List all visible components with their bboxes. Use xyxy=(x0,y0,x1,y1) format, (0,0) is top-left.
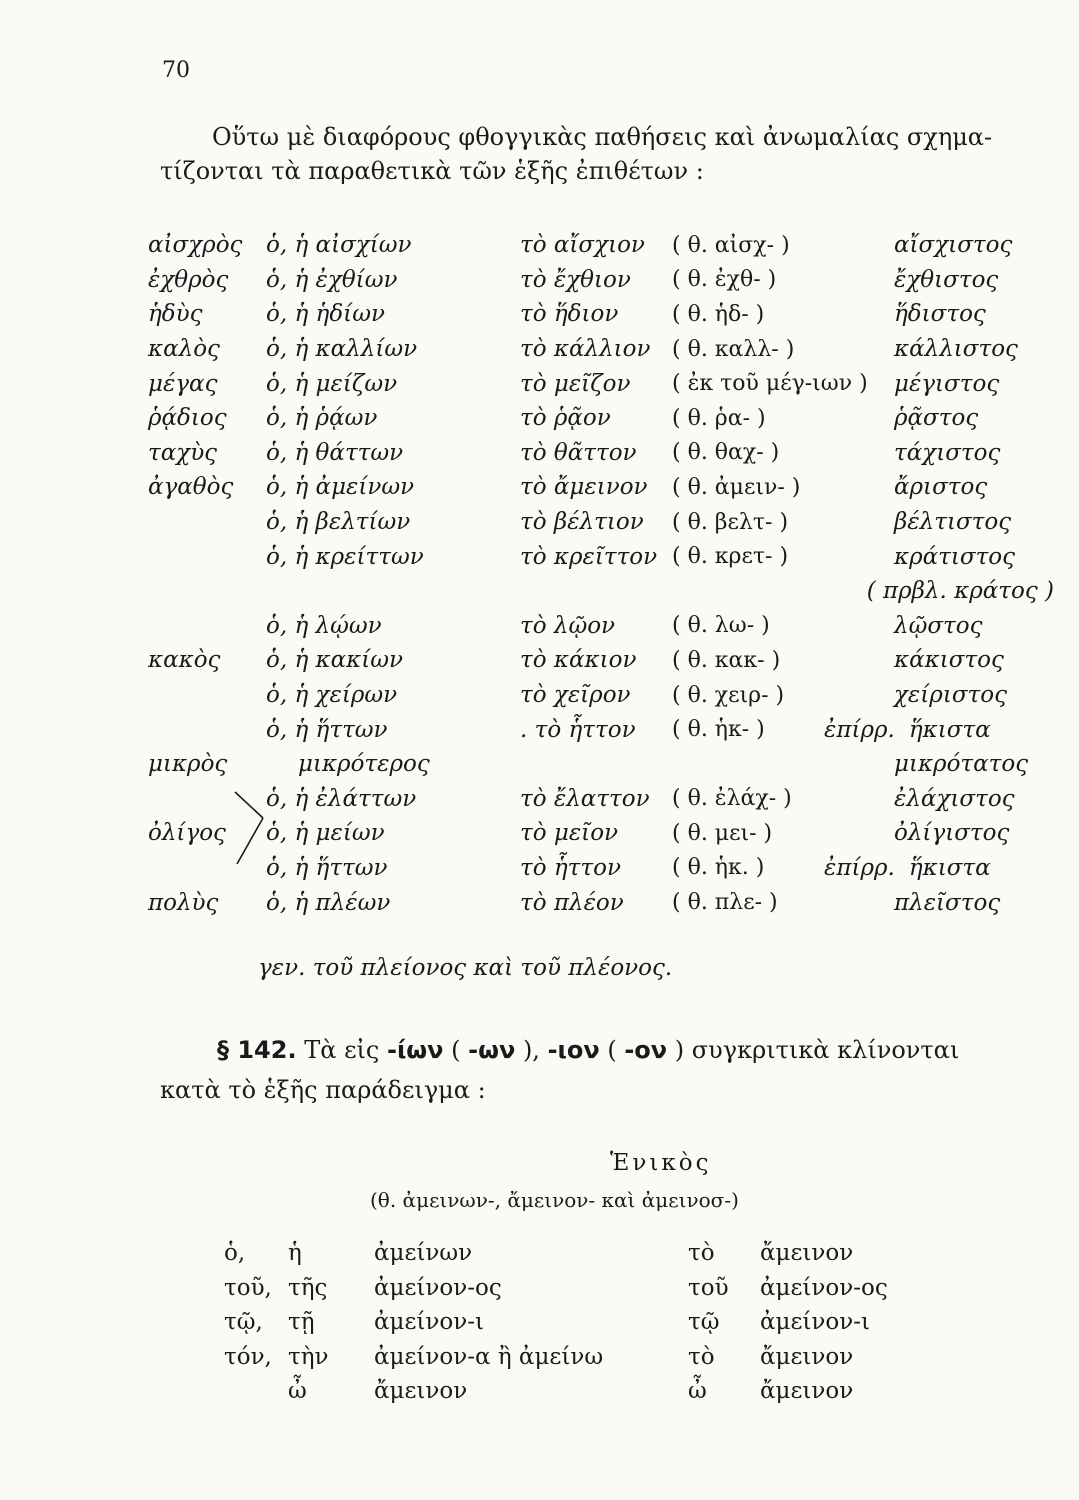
comparison-row xyxy=(148,263,1054,298)
form-masc-fem: ἀμείνον-ος xyxy=(374,1274,502,1301)
comparative-form: ὁ, ἡ ἡδίων xyxy=(266,301,385,328)
stem-note: ( θ. ἡκ. ) xyxy=(672,855,765,881)
stem-note xyxy=(672,747,894,782)
comparative-form: ὁ, ἡ θάττων xyxy=(266,439,404,466)
neuter-form: τὸ ἔλαττον xyxy=(520,785,650,812)
superlative-form: μέγιστος xyxy=(894,370,1000,397)
comparative-form: ὁ, ἡ πλέων xyxy=(266,889,391,916)
superlative-form xyxy=(824,712,1054,747)
article-neut: τὸ xyxy=(688,1240,715,1267)
section-number: § 142. xyxy=(217,1036,297,1064)
comparative-form: ὁ, ἡ μείζων xyxy=(266,370,398,397)
article-masc: τῷ, xyxy=(224,1309,263,1336)
form-masc-fem: ἀμείνον-α ἢ ἀμείνω xyxy=(374,1343,604,1370)
declension-row xyxy=(224,1340,910,1375)
neuter-form xyxy=(520,747,672,782)
stem-note: ( θ. κρετ- ) xyxy=(672,544,789,570)
comparison-row xyxy=(148,574,1054,609)
article-fem: τὴν xyxy=(288,1343,329,1370)
positive-form: ταχὺς xyxy=(148,439,218,466)
section-text: ) συγκριτικὰ κλίνονται xyxy=(667,1036,960,1064)
section-heading xyxy=(217,1036,959,1064)
superlative-form: ἥδιστος xyxy=(894,301,986,328)
comparison-row xyxy=(148,678,1054,713)
neuter-form: τὸ μεῖον xyxy=(520,820,619,847)
comparison-row xyxy=(148,470,1054,505)
comparison-row xyxy=(148,712,1054,747)
article-fem: ἡ xyxy=(288,1240,302,1267)
article-neut: τοῦ xyxy=(688,1274,729,1301)
section-text: ( xyxy=(443,1036,469,1064)
ending-iwn: -ίων xyxy=(386,1036,444,1064)
comparative-form: ὁ, ἡ ἐχθίων xyxy=(266,266,398,293)
stem-note: ( θ. ἀμειν- ) xyxy=(672,474,801,500)
positive-form: κακὸς xyxy=(148,647,221,674)
declension-table xyxy=(224,1236,910,1409)
comparison-table xyxy=(148,228,1054,920)
form-neut: ἄμεινον xyxy=(760,1240,854,1267)
article-neut: ὦ xyxy=(688,1378,707,1405)
comparative-form: ὁ, ἡ αἰσχίων xyxy=(266,232,412,259)
superlative-form: κάκιστος xyxy=(894,647,1004,674)
comparative-form: ὁ, ἡ ῥᾴων xyxy=(266,405,378,432)
comparison-row xyxy=(148,401,1054,436)
positive-form: πολὺς xyxy=(148,889,219,916)
comparison-row xyxy=(148,332,1054,367)
positive-form: ἡδὺς xyxy=(148,301,203,328)
comparative-form: ὁ, ἡ λῴων xyxy=(266,612,382,639)
positive-form xyxy=(148,609,266,644)
page-number: 70 xyxy=(162,58,190,83)
superlative-form: βέλτιστος xyxy=(894,509,1012,536)
positive-form xyxy=(148,539,266,574)
declension-row xyxy=(224,1236,910,1271)
superlative-form: κάλλιστος xyxy=(894,336,1018,363)
stem-note: ( θ. ἡκ- ) xyxy=(672,717,765,743)
neuter-form: τὸ κάκιον xyxy=(520,647,637,674)
declension-row xyxy=(224,1271,910,1306)
declension-row xyxy=(224,1305,910,1340)
stem-note: ( θ. λω- ) xyxy=(672,613,770,639)
positive-form: καλὸς xyxy=(148,336,220,363)
superlative-form: λῷστος xyxy=(894,612,983,639)
article-masc xyxy=(224,1374,288,1409)
section-text: Τὰ εἰς xyxy=(304,1036,387,1064)
superlative-text: ἥκιστα xyxy=(908,854,991,881)
superlative-form xyxy=(824,851,1054,886)
neuter-form: τὸ μεῖζον xyxy=(520,370,631,397)
comparative-form: ὁ, ἡ κρείττων xyxy=(266,543,424,570)
form-neut: ἄμεινον xyxy=(760,1343,854,1370)
stem-note: ( θ. χειρ- ) xyxy=(672,682,785,708)
comparison-row xyxy=(148,816,1054,851)
superlative-form: πλεῖστος xyxy=(894,889,1001,916)
genitive-note: γεν. τοῦ πλείονος καὶ τοῦ πλέονος. xyxy=(258,955,673,981)
comparison-row xyxy=(148,747,1054,782)
form-neut: ἄμεινον xyxy=(760,1378,854,1405)
comparative-form: ὁ, ἡ χείρων xyxy=(266,682,398,709)
intro-line-1: Οὕτω μὲ διαφόρους φθογγικὰς παθήσεις καὶ ἀνωμαλίας σχημα- xyxy=(212,123,993,151)
positive-form: ὀλίγος xyxy=(148,820,226,847)
comparison-note: ( πρβλ. κράτος ) xyxy=(866,578,1054,605)
positive-form xyxy=(148,712,266,747)
ending-ion: -ιον xyxy=(547,1036,600,1064)
stem-note: ( θ. αἰσχ- ) xyxy=(672,232,790,258)
ending-on: -ον xyxy=(624,1036,668,1064)
neuter-form: τὸ ἥδιον xyxy=(520,301,619,328)
stem-note: ( θ. ῥα- ) xyxy=(672,405,766,431)
article-masc: τοῦ, xyxy=(224,1274,272,1301)
comparison-row xyxy=(148,643,1054,678)
form-masc-fem: ἄμεινον xyxy=(374,1378,468,1405)
stem-note: ( θ. θαχ- ) xyxy=(672,440,780,466)
stem-note: ( ἐκ τοῦ μέγ-ιων ) xyxy=(672,371,868,397)
comparison-row xyxy=(148,436,1054,471)
article-neut: τῷ xyxy=(688,1309,720,1336)
superlative-form: ῥᾷστος xyxy=(894,405,979,432)
stem-note: ( θ. βελτ- ) xyxy=(672,509,789,535)
comparison-row xyxy=(148,505,1054,540)
section-line-2: κατὰ τὸ ἑξῆς παράδειγμα : xyxy=(160,1076,486,1104)
comparison-row xyxy=(148,782,1054,817)
stem-note: ( θ. ἡδ- ) xyxy=(672,301,765,327)
positive-form: αἰσχρὸς xyxy=(148,232,243,259)
comparison-row xyxy=(148,851,1054,886)
neuter-form: τὸ κρεῖττον xyxy=(520,543,658,570)
paradigm-heading: Ἑνικὸς xyxy=(610,1150,712,1176)
superlative-form: ἄριστος xyxy=(894,474,988,501)
neuter-form: τὸ βέλτιον xyxy=(520,509,644,536)
bracket-symbol xyxy=(233,790,267,870)
comparative-form: ὁ, ἡ ἐλάττων xyxy=(266,785,417,812)
section-text: ), xyxy=(515,1036,548,1064)
neuter-form: . τὸ ἧττον xyxy=(520,716,636,743)
neuter-form: τὸ ἔχθιον xyxy=(520,266,631,293)
superlative-form: ἐλάχιστος xyxy=(894,785,1015,812)
comparison-row xyxy=(148,885,1054,920)
comparative-form: ὁ, ἡ καλλίων xyxy=(266,336,418,363)
form-neut: ἀμείνον-ι xyxy=(760,1309,871,1336)
stem-note: ( θ. καλλ- ) xyxy=(672,336,795,362)
form-masc-fem: ἀμείνον-ι xyxy=(374,1309,485,1336)
neuter-form: τὸ ῥᾷον xyxy=(520,405,611,432)
stem-note: ( θ. μει- ) xyxy=(672,820,773,846)
paradigm-stems: (θ. ἀμεινων-, ἄμεινον- καὶ ἀμεινοσ-) xyxy=(370,1188,739,1212)
neuter-form: τὸ λῷον xyxy=(520,612,616,639)
superlative-form: χείριστος xyxy=(894,682,1007,709)
comparison-row xyxy=(148,297,1054,332)
article-fem: τῆς xyxy=(288,1274,328,1301)
section-text: ( xyxy=(599,1036,625,1064)
neuter-form: τὸ αἴσχιον xyxy=(520,232,645,259)
comparison-row xyxy=(148,228,1054,263)
adverb-label: ἐπίρρ. xyxy=(824,854,895,881)
article-masc: ὁ, xyxy=(224,1240,246,1267)
comparative-form: μικρότερος xyxy=(298,751,430,778)
positive-form xyxy=(148,678,266,713)
superlative-form: μικρότατος xyxy=(894,751,1029,778)
superlative-form: κράτιστος xyxy=(894,543,1016,570)
neuter-form: τὸ πλέον xyxy=(520,889,624,916)
stem-note: ( θ. πλε- ) xyxy=(672,890,778,916)
superlative-form: αἴσχιστος xyxy=(894,232,1013,259)
comparative-form: ὁ, ἡ ἀμείνων xyxy=(266,474,415,501)
positive-form: ῥᾴδιος xyxy=(148,405,227,432)
stem-note: ( θ. ἐχθ- ) xyxy=(672,267,777,293)
positive-form xyxy=(148,505,266,540)
intro-paragraph xyxy=(160,120,1040,188)
stem-note: ( θ. κακ- ) xyxy=(672,647,781,673)
neuter-form: τὸ θᾶττον xyxy=(520,439,637,466)
declension-row xyxy=(224,1374,910,1409)
article-fem: τῇ xyxy=(288,1309,315,1336)
superlative-form: ἔχθιστος xyxy=(894,266,999,293)
comparison-row xyxy=(148,609,1054,644)
comparative-form: ὁ, ἡ βελτίων xyxy=(266,509,411,536)
positive-form: μέγας xyxy=(148,370,218,397)
ending-wn: -ων xyxy=(468,1036,516,1064)
comparative-form: ὁ, ἡ μείων xyxy=(266,820,385,847)
comparative-form: ὁ, ἡ κακίων xyxy=(266,647,404,674)
positive-form: ἀγαθὸς xyxy=(148,474,234,501)
superlative-text: ἥκιστα xyxy=(908,716,991,743)
comparative-form: ὁ, ἡ ἥττων xyxy=(266,854,388,881)
form-neut: ἀμείνον-ος xyxy=(760,1274,888,1301)
comparison-row xyxy=(148,539,1054,574)
neuter-form: τὸ ἧττον xyxy=(520,854,621,881)
adverb-label: ἐπίρρ. xyxy=(824,716,895,743)
article-neut: τὸ xyxy=(688,1343,715,1370)
superlative-form: τάχιστος xyxy=(894,439,1001,466)
form-masc-fem: ἀμείνων xyxy=(374,1240,473,1267)
neuter-form: τὸ κάλλιον xyxy=(520,336,651,363)
comparative-form: ὁ, ἡ ἥττων xyxy=(266,716,388,743)
stem-note: ( θ. ἐλάχ- ) xyxy=(672,786,792,812)
article-fem: ὦ xyxy=(288,1378,307,1405)
intro-line-2: τίζονται τὰ παραθετικὰ τῶν ἑξῆς ἐπιθέτων : xyxy=(160,157,704,185)
positive-form: μικρὸς xyxy=(148,751,228,778)
article-masc: τόν, xyxy=(224,1343,272,1370)
neuter-form: τὸ ἄμεινον xyxy=(520,474,648,501)
comparison-row xyxy=(148,366,1054,401)
neuter-form: τὸ χεῖρον xyxy=(520,682,631,709)
superlative-form: ὀλίγιστος xyxy=(894,820,1010,847)
positive-form: ἐχθρὸς xyxy=(148,266,229,293)
